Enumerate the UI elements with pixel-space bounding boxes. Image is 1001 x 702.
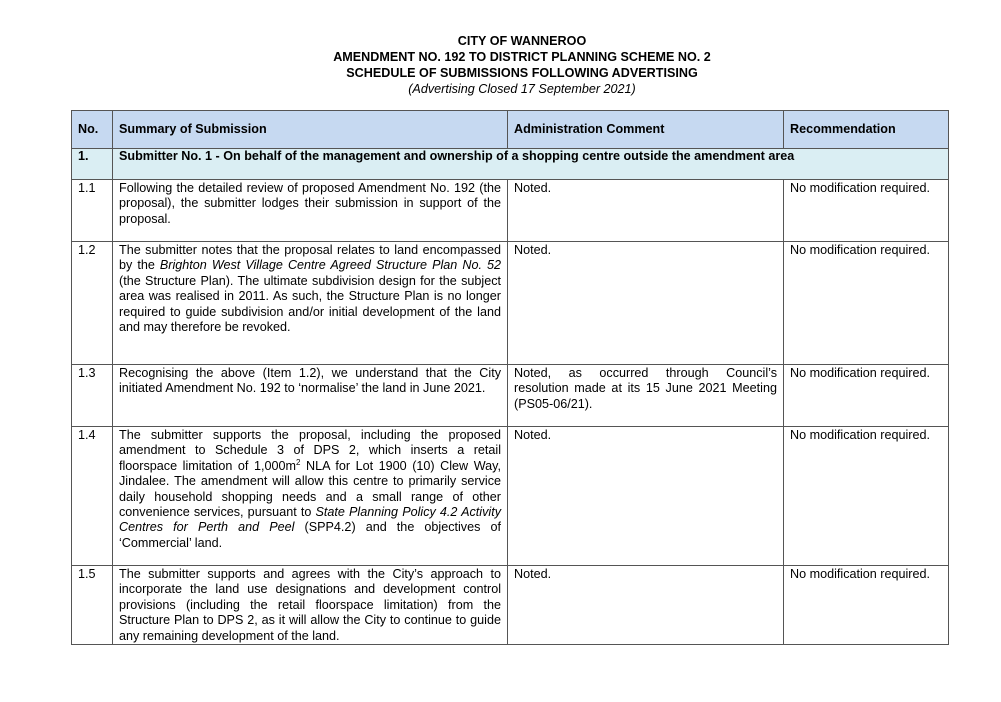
row-summary: Following the detailed review of proposed Amendment No. 192 (the proposal), the submitter lodges their submission in support of the proposal. [113, 180, 508, 242]
row-no: 1.1 [72, 180, 113, 242]
row-summary: Recognising the above (Item 1.2), we understand that the City initiated Amendment No. 192 to ‘normalise’ the land in June 2021. [113, 365, 508, 427]
submissions-table [71, 110, 949, 645]
row-summary: The submitter supports and agrees with the City’s approach to incorporate the land use designations and development control provisions (including the retail floorspace limitation) from the Structure Plan to DPS 2, as it will allow the City to continue to guide any remaining development of the land. [113, 566, 508, 645]
table-row [72, 427, 949, 566]
row-comment: Noted. [508, 242, 784, 365]
row-no: 1.2 [72, 242, 113, 365]
header-schedule: SCHEDULE OF SUBMISSIONS FOLLOWING ADVERTISING [346, 66, 698, 80]
row-recommendation: No modification required. [784, 566, 949, 645]
column-header-recommendation: Recommendation [784, 111, 949, 149]
superscript: 2 [295, 457, 301, 467]
summary-text: The submitter supports the proposal, including the proposed amendment to Schedule 3 of DPS 2, which inserts a retail floorspace limitation of 1,000m [119, 428, 501, 473]
section-row [72, 149, 949, 180]
section-title: Submitter No. 1 - On behalf of the management and ownership of a shopping centre outside the amendment area [113, 149, 949, 180]
row-recommendation: No modification required. [784, 365, 949, 427]
structure-plan-title: Brighton West Village Centre Agreed Structure Plan No. 52 [159, 258, 501, 273]
header-city: CITY OF WANNEROO [457, 34, 587, 48]
table-row [72, 180, 949, 242]
summary-text: (SPP4.2) and the objectives of ‘Commercial’ land. [119, 520, 501, 550]
row-comment: Noted. [508, 180, 784, 242]
table-row [72, 365, 949, 427]
row-comment: Noted, as occurred through Council’s resolution made at its 15 June 2021 Meeting (PS05-06/21). [508, 365, 784, 427]
summary-text: (the Structure Plan). The ultimate subdivision design for the subject area was realised in 2011. As such, the Structure Plan is no longer required to guide subdivision and/or initial development of the land and may therefore be revoked. [119, 273, 501, 335]
header-advertising-closed: (Advertising Closed 17 September 2021) [408, 82, 636, 96]
column-header-summary: Summary of Submission [113, 111, 508, 149]
column-header-no: No. [72, 111, 113, 149]
row-recommendation: No modification required. [784, 242, 949, 365]
policy-title: State Planning Policy 4.2 Activity Centres for Perth and Peel [119, 505, 501, 535]
row-summary [113, 242, 508, 365]
summary-text: NLA for Lot 1900 (10) Clew Way, Jindalee. The amendment will allow this centre to primarily service daily household shopping needs and a small range of other convenience services, pursuant to [119, 458, 501, 520]
document-header [0, 33, 1001, 97]
row-no: 1.3 [72, 365, 113, 427]
row-no: 1.4 [72, 427, 113, 566]
table-header-row [72, 111, 949, 149]
table-row [72, 566, 949, 645]
row-comment: Noted. [508, 427, 784, 566]
summary-text: The submitter notes that the proposal relates to land encompassed by the [119, 243, 501, 273]
column-header-comment: Administration Comment [508, 111, 784, 149]
header-amendment: AMENDMENT NO. 192 TO DISTRICT PLANNING SCHEME NO. 2 [333, 50, 711, 64]
section-no: 1. [72, 149, 113, 180]
table-row [72, 242, 949, 365]
row-comment: Noted. [508, 566, 784, 645]
row-recommendation: No modification required. [784, 180, 949, 242]
row-recommendation: No modification required. [784, 427, 949, 566]
row-no: 1.5 [72, 566, 113, 645]
row-summary [113, 427, 508, 566]
